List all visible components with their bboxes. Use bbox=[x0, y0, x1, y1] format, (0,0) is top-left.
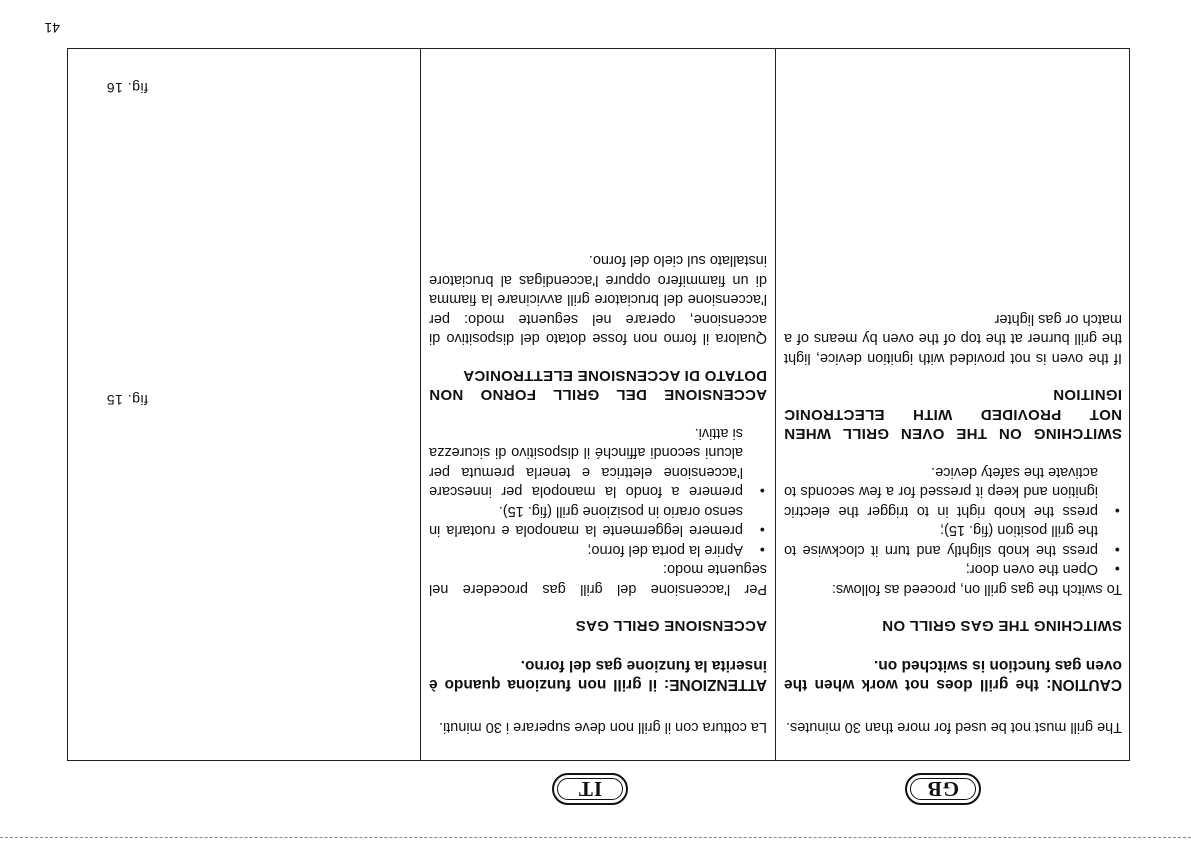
it-step-2: ● premere leggermente la manopola e ruotarla in senso orario in posizione grill (fig. 15). bbox=[429, 501, 767, 540]
gb-intro: The grill must not be used for more than 30 minutes. bbox=[785, 719, 1122, 735]
language-badge-it: IT bbox=[552, 773, 628, 805]
it-intro: La cottura con il grill non deve superare i 30 minuti. bbox=[438, 719, 767, 735]
gb-heading-gas-grill: SWITCHING THE GAS GRILL ON bbox=[881, 617, 1122, 635]
it-procedure-intro: Per l'accensione del grill gas procedere nel seguente modo: bbox=[429, 561, 767, 597]
page-number: 41 bbox=[44, 20, 60, 36]
it-no-ignition-text: Qualora il forno non fosse dotato del dispositivo di accensione, operare nel seguente modo: per l'accensione del bruciatore grill avvicinare la fiamma di un fiammifero oppure l'accendigas al bruciatore installato sul cielo del forno. bbox=[429, 252, 767, 347]
figure-16-label: fig. 16 bbox=[106, 80, 148, 96]
gb-steps bbox=[784, 462, 1122, 579]
it-steps bbox=[429, 423, 767, 560]
figure-15-label: fig. 15 bbox=[106, 392, 148, 408]
gb-heading-no-ignition: SWITCHING ON THE OVEN GRILL WHEN NOT PROVIDED WITH ELECTRONIC IGNITION bbox=[784, 386, 1122, 443]
gb-step-1: ● Open the oven door; bbox=[784, 559, 1122, 579]
it-heading-gas-grill: ACCENSIONE GRILL GAS bbox=[575, 617, 767, 635]
column-italian bbox=[420, 48, 775, 761]
gb-step-3: ● press the knob right in to trigger the electric ignition and keep it pressed for a few seconds to activate the safety device. bbox=[784, 462, 1122, 521]
it-step-3: ● premere a fondo la manopola per innescare l'accensione elettrica e tenerla premuta per alcuni secondi affinché il dispositivo di sicurezza si attivi. bbox=[429, 423, 767, 501]
gb-step-2: ● press the knob slightly and turn it clockwise to the grill position (fig. 15); bbox=[784, 520, 1122, 559]
cut-line bbox=[0, 837, 1191, 838]
gb-caution: CAUTION: the grill does not work when the oven gas function is switched on. bbox=[784, 657, 1122, 694]
gb-procedure-intro: To switch the gas grill on, proceed as follows: bbox=[831, 581, 1122, 597]
it-heading-no-ignition: ACCENSIONE DEL GRILL FORNO NON DOTATO DI ACCENSIONE ELETTRONICA bbox=[429, 367, 767, 404]
language-badge-gb: GB bbox=[905, 773, 981, 805]
gb-no-ignition-text: If the oven is not provided with ignition device, light the grill burner at the top of the oven by means of a match or gas lighter bbox=[784, 311, 1122, 366]
it-step-1: ● Aprire la porta del forno; bbox=[429, 540, 767, 560]
it-caution: ATTENZIONE: il grill non funziona quando è inserita la funzione gas del forno. bbox=[429, 657, 767, 694]
column-english bbox=[775, 48, 1130, 761]
